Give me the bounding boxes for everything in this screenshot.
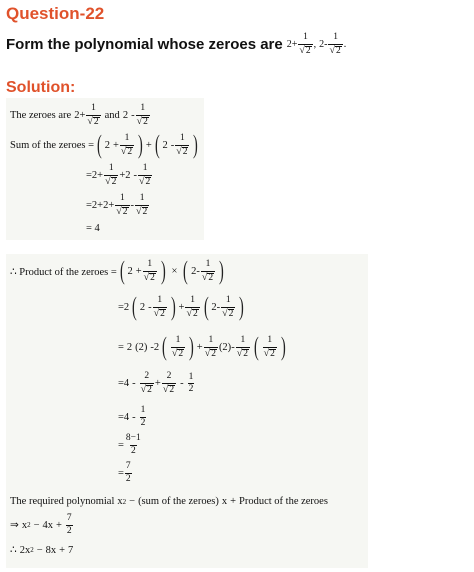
product-line-4: = 4 - 2 √ 2 + 2 √ 2 - $\frac{1}{2}$ — [118, 371, 194, 395]
product-line-2: = 2 ( 2 - 1 √ 2 ) + 1 √ 2 ( 2 - 1 √ 2 ) — [118, 292, 245, 322]
product-line-1: ∴ Product of the zeroes = ( 2 + 1 √ 2 ) × ( 2 - 1 √ 2 ) — [10, 256, 224, 286]
product-line-7: = $\frac{7}{2}$ — [118, 461, 131, 484]
prompt-zeroes: 2 + 1 √ 2 , 2 - 1 √ 2 . — [286, 32, 347, 56]
final-polynomial-line: ∴ 2x 2 − 8x + 7 — [10, 544, 74, 556]
product-line-3: = 2 (2) - 2 ( 1 √ 2 ) + 1 √ 2 (2) - 1 √ 2 ( 1 √ 2 ) — [118, 332, 286, 362]
product-line-5: = 4 - $\frac{1}{2}$ — [118, 405, 146, 428]
question-prompt — [6, 33, 346, 57]
question-title: Question-22 — [6, 4, 105, 23]
sum-result: = 4 — [86, 223, 100, 234]
product-block — [6, 254, 368, 568]
zeroes-line: The zeroes are 2 + 1 √ 2 and 2 - 1 √ 2 — [10, 103, 148, 127]
sum-line-3: = 2 + 2 + 1 √ 2 - 1 √ 2 — [86, 193, 148, 217]
implies-line: ⇒ x 2 − 4x + $\frac{7}{2}$ — [10, 513, 72, 536]
solution-title: Solution: — [6, 79, 76, 96]
sum-line-2: = 2 + 1 √ 2 + 2 - 1 √ 2 — [86, 163, 151, 187]
sum-block — [6, 98, 204, 240]
prompt-text: Form the polynomial whose zeroes are — [6, 36, 283, 54]
product-line-6: = $\frac{8-1}{2}$ — [118, 433, 141, 456]
sum-line-1: Sum of the zeroes = ( 2 + 1 √ 2 ) + ( 2 - 1 √ 2 ) — [10, 130, 199, 160]
required-polynomial-line: The required polynomial x 2 − (sum of the zeroes) x + Product of the zeroes — [10, 496, 328, 507]
